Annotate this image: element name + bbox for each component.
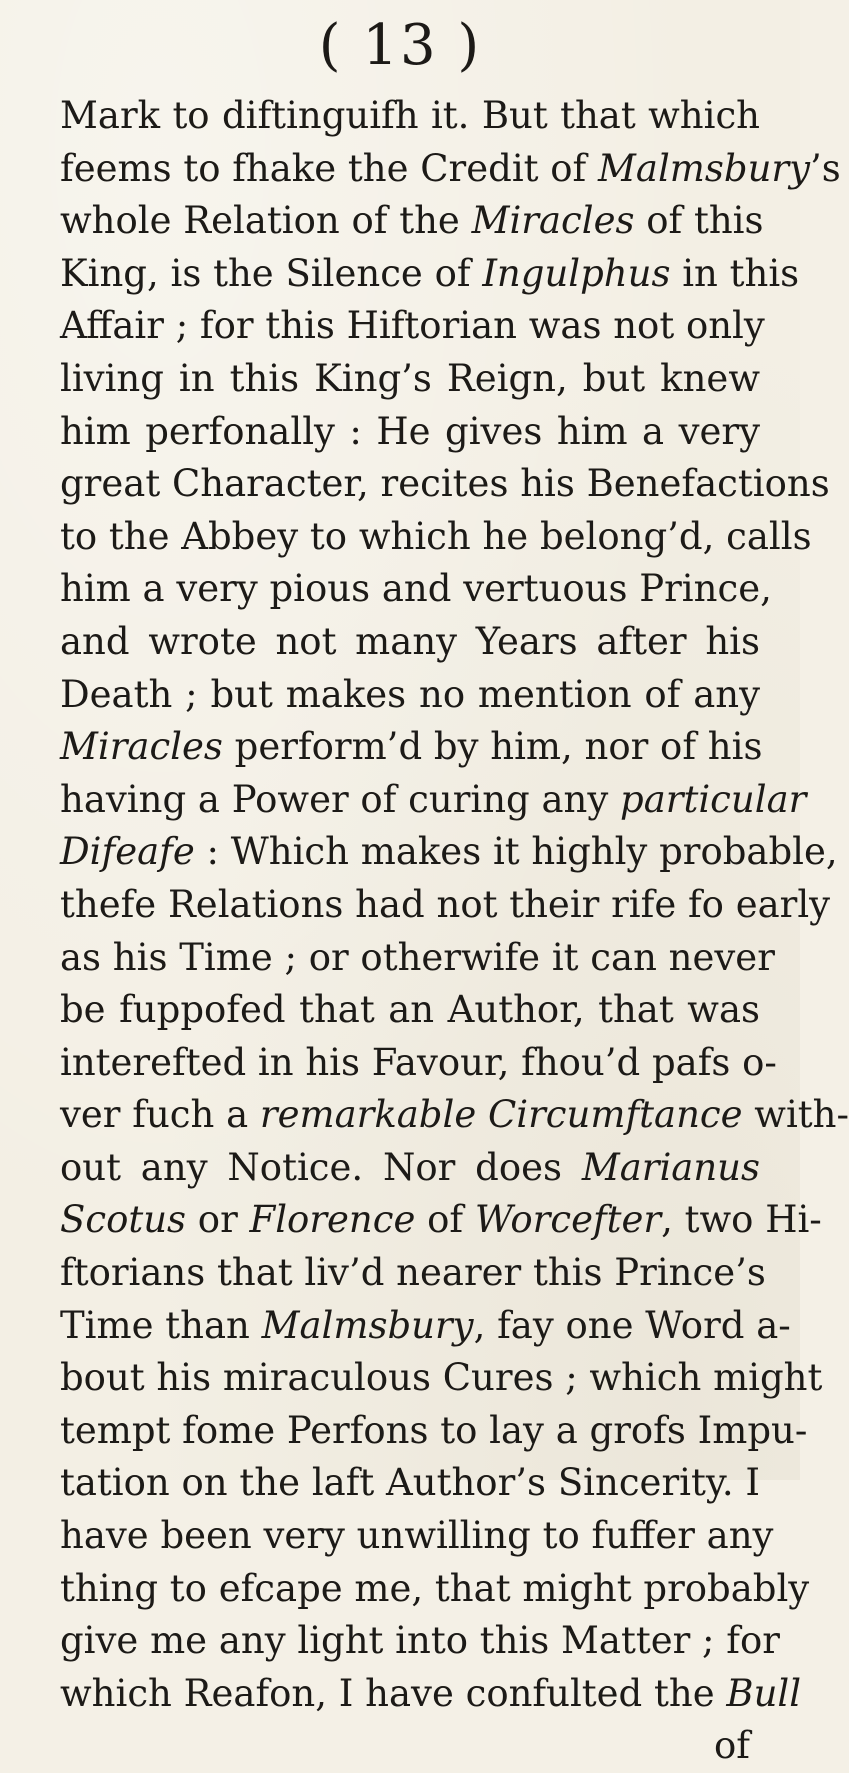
text-segment: ’s (810, 146, 841, 190)
body-text (60, 90, 849, 1773)
text-segment: to the Abbey to which he belong’d, calls (60, 514, 812, 558)
text-line (60, 774, 807, 827)
text-line (60, 721, 763, 774)
text-segment: , fay one Word a- (473, 1303, 791, 1347)
italic-text: Miracles (471, 199, 635, 243)
text-segment: interefted in his Favour, fhou’d pafs o- (60, 1040, 777, 1084)
text-segment: great Character, recites his Benefactions (60, 462, 830, 506)
text-line (60, 1142, 760, 1195)
text-line (60, 1563, 810, 1616)
text-line (60, 1405, 808, 1458)
text-segment: or (186, 1198, 250, 1242)
text-line (60, 1089, 849, 1142)
text-line (60, 1510, 774, 1563)
text-segment: and wrote not many Years after his (60, 619, 760, 663)
text-line (60, 248, 800, 301)
text-segment: tation on the laft Author’s Sincerity. I (60, 1461, 760, 1505)
text-line (60, 563, 772, 616)
text-line (60, 1352, 823, 1405)
italic-text: Marianus (581, 1145, 760, 1189)
italic-text: Worcefter (474, 1198, 662, 1242)
italic-text: Difeafe (60, 830, 195, 874)
text-line (60, 1037, 777, 1090)
text-line (60, 1300, 791, 1353)
text-line (60, 406, 760, 459)
text-segment: have been very unwilling to fuffer any (60, 1514, 774, 1558)
text-line (60, 826, 838, 879)
text-line (60, 300, 765, 353)
text-segment: out any Notice. Nor does (60, 1145, 582, 1189)
text-segment: whole Relation of the (60, 199, 472, 243)
italic-text: Bull (726, 1671, 802, 1715)
text-line (60, 932, 775, 985)
text-segment: give me any light into this Matter ; for (60, 1619, 780, 1663)
text-line (60, 458, 830, 511)
text-segment: bout his miraculous Cures ; which might (60, 1356, 823, 1400)
text-segment: Time than (60, 1303, 262, 1347)
text-line (60, 1668, 802, 1721)
text-line (60, 90, 760, 143)
text-line (60, 1247, 766, 1300)
text-line (60, 669, 760, 722)
italic-text: remarkable Circumftance (259, 1093, 743, 1137)
italic-text: Malmsbury (598, 146, 810, 190)
text-segment: , two Hi- (661, 1198, 822, 1242)
text-line (60, 195, 764, 248)
text-segment: Affair ; for this Hiftorian was not only (60, 304, 765, 348)
text-line (60, 1457, 760, 1510)
text-segment: : Which makes it highly probable, (194, 830, 838, 874)
italic-text: Ingulphus (482, 251, 671, 295)
italic-text: Florence (249, 1198, 416, 1242)
text-segment: Mark to diftinguifh it. But that which (60, 94, 760, 137)
text-line (60, 1194, 822, 1247)
text-segment: thefe Relations had not their rife fo early (60, 882, 831, 926)
text-segment: ver fuch a (60, 1093, 260, 1137)
text-segment: having a Power of curing any (60, 777, 621, 821)
page-number: ( 13 ) (318, 13, 482, 78)
text-segment: as his Time ; or otherwife it can never (60, 935, 775, 979)
text-segment: of (415, 1198, 475, 1242)
italic-text: Scotus (60, 1198, 187, 1242)
text-line (60, 879, 831, 932)
text-line (60, 511, 812, 564)
text-segment: Death ; but makes no mention of any (60, 672, 760, 716)
text-line (60, 984, 760, 1037)
text-segment: of this (634, 199, 764, 243)
italic-text: particular (620, 777, 807, 821)
text-line (60, 1615, 780, 1668)
text-segment: with- (742, 1093, 849, 1137)
text-line (60, 353, 760, 406)
italic-text: Miracles (60, 725, 223, 769)
italic-text: Malmsbury (261, 1303, 474, 1347)
text-segment: be fuppofed that an Author, that was (60, 988, 760, 1032)
text-segment: living in this King’s Reign, but knew (60, 356, 760, 400)
text-line (60, 143, 841, 196)
catchword: of (714, 1724, 750, 1768)
text-segment: King, is the Silence of (60, 251, 483, 295)
text-segment: feems to fhake the Credit of (60, 146, 599, 190)
text-segment: which Reafon, I have confulted the (60, 1671, 727, 1715)
text-segment: ftorians that liv’d nearer this Prince’s (60, 1251, 766, 1295)
text-line (60, 616, 760, 669)
text-segment: him perfonally : He gives him a very (60, 409, 760, 453)
text-segment: in this (670, 251, 800, 295)
text-segment: him a very pious and vertuous Prince, (60, 567, 772, 611)
text-segment: thing to efcape me, that might probably (60, 1566, 810, 1610)
text-segment: perform’d by him, nor of his (222, 725, 763, 769)
text-segment: tempt fome Perfons to lay a grofs Impu- (60, 1408, 808, 1452)
